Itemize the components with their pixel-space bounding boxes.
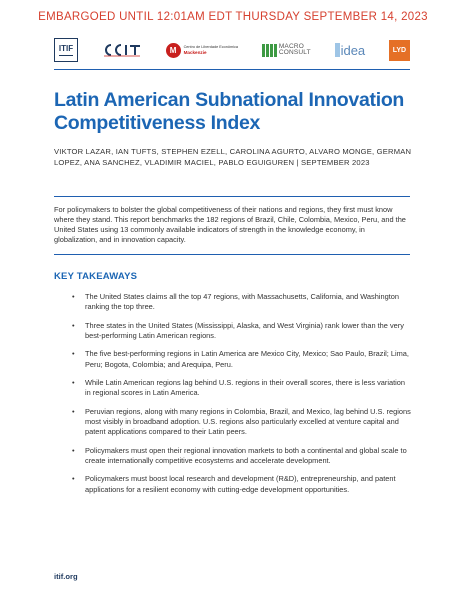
footer-website-link[interactable]: itif.org	[54, 572, 78, 581]
idea-logo-text: idea	[340, 42, 366, 58]
takeaway-item: • The five best-performing regions in Latin America are Mexico City, Mexico; Sao Paulo, Brazil; Lima, Peru; Bogota, Colombia; and Arequipa, Peru.	[72, 349, 412, 370]
ccit-logo-mark	[102, 43, 142, 57]
mackenzie-logo-line2: Mackenzie	[183, 50, 207, 55]
takeaway-item: • Policymakers must open their regional innovation markets to both a continental and global scale to create internationally competitive ecosystems and accelerate development.	[72, 446, 412, 467]
takeaway-item: • Peruvian regions, along with many regions in Colombia, Brazil, and Mexico, lag behind U.S. regions most visibly in broadband adoption. U.S. regions also particularly excelled at venture capital and patent applications compared to their Latin peers.	[72, 407, 412, 438]
takeaway-item: • Three states in the United States (Mississippi, Alaska, and West Virginia) rank lower than the very best-performing Latin American regions.	[72, 321, 412, 342]
header-divider	[54, 69, 410, 70]
takeaway-item: • The United States claims all the top 47 regions, with Massachusetts, California, and Washington ranking the top three.	[72, 292, 412, 313]
summary-top-divider	[54, 196, 410, 197]
mackenzie-logo-line1: Centro de Liberdade Econômica	[183, 45, 239, 49]
bar-chart-icon	[262, 44, 277, 57]
idea-logo	[335, 43, 366, 58]
ccit-logo	[102, 43, 142, 57]
mackenzie-emblem-icon: M	[166, 43, 181, 58]
lyd-logo	[389, 40, 410, 61]
itif-logo	[54, 38, 78, 62]
summary-bottom-divider	[54, 254, 410, 255]
report-title: Latin American Subnational Innovation Competitiveness Index	[54, 89, 405, 134]
partner-logos	[54, 38, 410, 62]
key-takeaways-heading: KEY TAKEAWAYS	[54, 271, 138, 282]
report-summary: For policymakers to bolster the global competitiveness of their nations and regions, they first must know where they stand. This report benchmarks the 182 regions of Brazil, Chile, Colombia, Mexico, Peru, and the United States using 13 commonly available indicators of strength in the knowledge economy, in globalization, and in innovation capacity.	[54, 205, 406, 244]
macroconsult-logo-line2: CONSULT	[278, 49, 311, 56]
macroconsult-logo	[262, 44, 311, 57]
embargo-notice: EMBARGOED UNTIL 12:01AM EDT THURSDAY SEPTEMBER 14, 2023	[38, 11, 428, 23]
itif-logo-text: ITIF	[58, 43, 74, 53]
idea-mark-icon	[335, 43, 340, 57]
report-authors: VIKTOR LAZAR, IAN TUFTS, STEPHEN EZELL, CAROLINA AGURTO, ALVARO MONGE, GERMAN LOPEZ, ANA SANCHEZ, VLADIMIR MACIEL, PABLO EGUIGUREN | SEPTEMBER 2023	[54, 147, 412, 167]
key-takeaways-list	[72, 292, 412, 503]
mackenzie-logo	[166, 43, 238, 58]
takeaway-item: • While Latin American regions lag behind U.S. regions in their overall scores, there is less variation in regional scores in Latin America.	[72, 378, 412, 399]
takeaway-item: • Policymakers must boost local research and development (R&D), entrepreneurship, and patent applications for a resilient economy with cutting-edge development opportunities.	[72, 474, 412, 495]
lyd-logo-text: LYD	[392, 46, 407, 54]
macroconsult-logo-line1: MACRO	[278, 42, 305, 50]
